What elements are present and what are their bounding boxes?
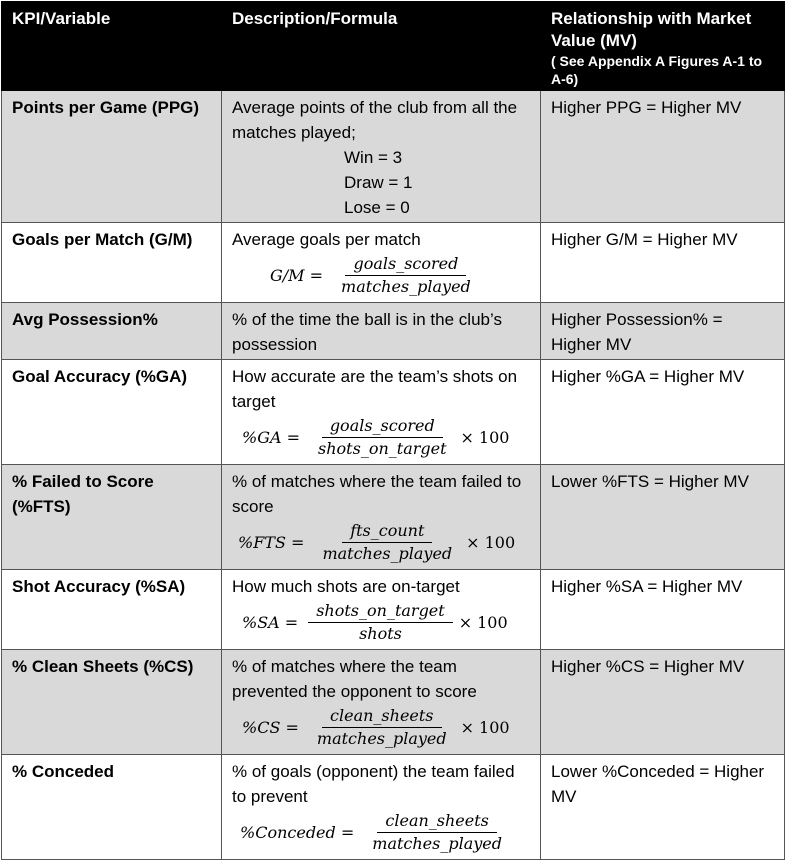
description-text: % of matches where the team prevented the opponent to score [232, 657, 477, 701]
formula-lhs: %CS = [242, 717, 299, 737]
scoring-lose: Lose = 0 [344, 198, 410, 217]
scoring-win: Win = 3 [344, 148, 403, 167]
formula-denominator: matches_played [372, 834, 502, 853]
kpi-table [1, 1, 785, 860]
table-row [2, 360, 785, 465]
kpi-cell: % Conceded [2, 755, 222, 860]
formula [232, 521, 530, 564]
relationship-cell: Higher Possession% = Higher MV [541, 303, 785, 360]
description-text: % of matches where the team failed to score [232, 472, 522, 516]
relationship-cell: Higher G/M = Higher MV [541, 223, 785, 303]
formula [232, 254, 530, 297]
table-row [2, 303, 785, 360]
relationship-cell: Lower %FTS = Higher MV [541, 465, 785, 570]
formula-multiplier: 100 [478, 427, 510, 447]
description-text: Average goals per match [232, 230, 421, 249]
relationship-cell: Higher %SA = Higher MV [541, 570, 785, 650]
formula-denominator: shots_on_target [318, 439, 447, 458]
header-relationship-title: Relationship with Market Value (MV) [551, 9, 752, 50]
relationship-cell: Higher %GA = Higher MV [541, 360, 785, 465]
relationship-cell: Higher %CS = Higher MV [541, 650, 785, 755]
table-row [2, 91, 785, 223]
formula [232, 601, 530, 644]
formula-lhs: %SA = [242, 612, 299, 632]
description-cell [222, 755, 541, 860]
formula-fraction [309, 706, 455, 749]
formula-numerator: goals_scored [345, 254, 466, 276]
formula-lhs: G/M = [270, 265, 324, 285]
formula-fraction [310, 416, 454, 459]
description-text: Average points of the club from all the matches played; [232, 98, 518, 142]
description-text: How accurate are the team’s shots on target [232, 367, 518, 411]
kpi-cell: Goal Accuracy (%GA) [2, 360, 222, 465]
formula-lhs: %FTS = [238, 532, 305, 552]
description-cell [222, 360, 541, 465]
kpi-cell: % Failed to Score (%FTS) [2, 465, 222, 570]
formula [232, 706, 530, 749]
formula-denominator: shots [359, 624, 402, 643]
header-kpi: KPI/Variable [2, 2, 222, 91]
formula-numerator: clean_sheets [377, 811, 496, 833]
formula-multiplier: 100 [477, 612, 508, 632]
formula-numerator: fts_count [342, 521, 432, 543]
kpi-cell: Avg Possession% [2, 303, 222, 360]
formula-denominator: matches_played [341, 277, 471, 296]
kpi-cell: % Clean Sheets (%CS) [2, 650, 222, 755]
table-row [2, 465, 785, 570]
scoring-draw: Draw = 1 [344, 173, 413, 192]
formula-lhs: %Conceded = [240, 822, 355, 842]
kpi-cell: Goals per Match (G/M) [2, 223, 222, 303]
times-sign: × [458, 612, 473, 632]
description-cell [222, 465, 541, 570]
kpi-cell: Points per Game (PPG) [2, 91, 222, 223]
formula-lhs: %GA = [242, 427, 301, 447]
formula-multiplier: 100 [479, 717, 510, 737]
formula-fraction [314, 521, 460, 564]
table-row [2, 570, 785, 650]
formula-multiplier: 100 [484, 532, 516, 552]
table-row [2, 650, 785, 755]
description-cell [222, 91, 541, 223]
formula-fraction [308, 601, 452, 644]
description-cell: % of the time the ball is in the club’s possession [222, 303, 541, 360]
formula [232, 416, 530, 459]
times-sign: × [466, 532, 480, 552]
table-row [2, 755, 785, 860]
header-relationship [541, 2, 785, 91]
description-text: % of goals (opponent) the team failed to prevent [232, 762, 515, 806]
header-relationship-note: ( See Appendix A Figures A-1 to A-6) [551, 53, 763, 87]
formula-numerator: clean_sheets [322, 706, 441, 728]
times-sign: × [460, 427, 474, 447]
header-row [2, 2, 785, 91]
formula-fraction [333, 254, 479, 297]
times-sign: × [460, 717, 475, 737]
description-text: How much shots are on-target [232, 577, 460, 596]
formula [232, 811, 530, 854]
formula-numerator: shots_on_target [308, 601, 452, 623]
relationship-cell: Lower %Conceded = Higher MV [541, 755, 785, 860]
description-cell [222, 650, 541, 755]
description-cell [222, 223, 541, 303]
formula-numerator: goals_scored [322, 416, 443, 438]
formula-fraction [364, 811, 510, 854]
formula-denominator: matches_played [322, 544, 453, 563]
relationship-cell: Higher PPG = Higher MV [541, 91, 785, 223]
header-description: Description/Formula [222, 2, 541, 91]
kpi-cell: Shot Accuracy (%SA) [2, 570, 222, 650]
formula-denominator: matches_played [316, 729, 447, 748]
description-cell [222, 570, 541, 650]
table-row [2, 223, 785, 303]
